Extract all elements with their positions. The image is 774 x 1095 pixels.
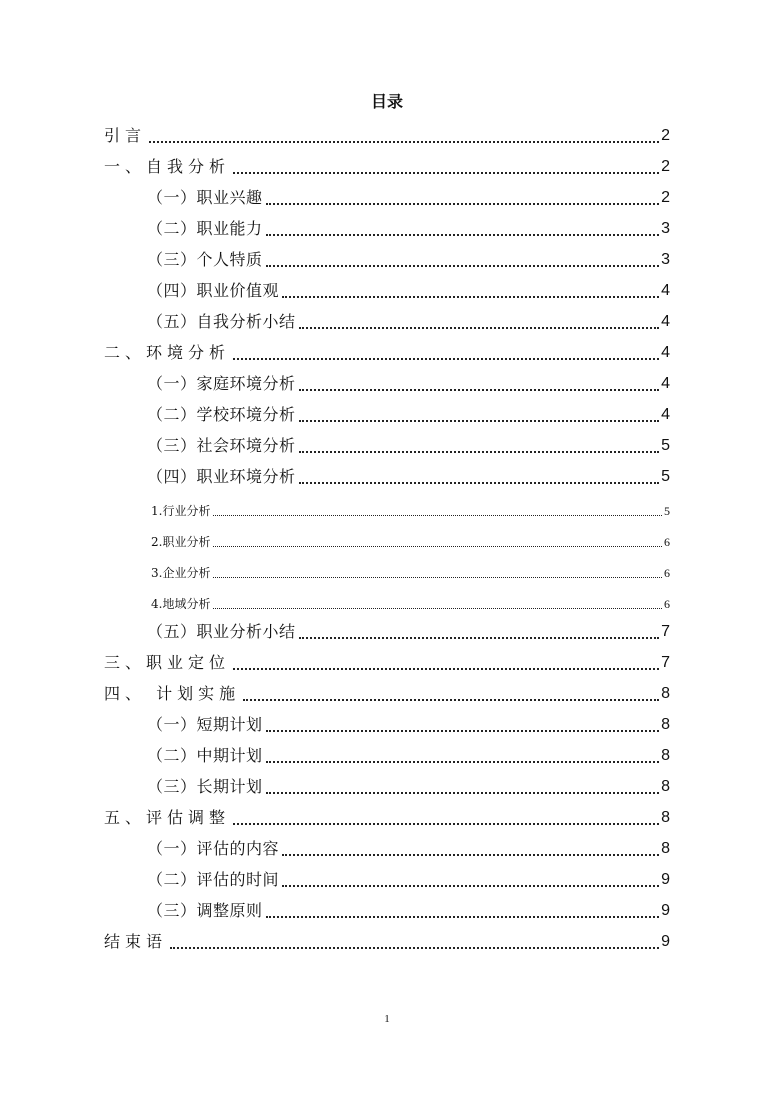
dot-leader [213, 577, 662, 578]
dot-leader [282, 885, 659, 887]
toc-entry[interactable] [104, 582, 670, 613]
toc-entry-page: 3 [661, 220, 670, 237]
toc-entry-label: 二、环境分析 [104, 343, 231, 362]
toc-entry[interactable] [104, 706, 670, 737]
toc-entry[interactable] [104, 334, 670, 365]
toc-entry-page: 4 [661, 313, 670, 330]
toc-entry[interactable] [104, 520, 670, 551]
toc-entry-page: 4 [661, 406, 670, 423]
toc-entry-label: 结束语 [104, 932, 168, 951]
dot-leader [299, 389, 660, 391]
toc-entry[interactable] [104, 644, 670, 675]
toc-entry-label: 五、评估调整 [104, 808, 231, 827]
dot-leader [299, 327, 660, 329]
toc-entry-label: 1.行业分析 [151, 504, 211, 518]
toc-entry[interactable] [104, 179, 670, 210]
toc-entry-label: （一）评估的内容 [147, 839, 280, 858]
toc-entry-page: 6 [664, 535, 670, 549]
dot-leader [213, 546, 662, 547]
toc-title: 目录 [370, 92, 403, 111]
toc-entry[interactable] [104, 923, 670, 954]
toc-entry-label: （二）评估的时间 [147, 870, 280, 889]
toc-entry[interactable] [104, 303, 670, 334]
toc-entry-page: 9 [661, 933, 670, 950]
toc-entry[interactable] [104, 458, 670, 489]
dot-leader [266, 792, 660, 794]
toc-entry-page: 5 [664, 504, 670, 518]
toc-entry-page: 2 [661, 127, 670, 144]
toc-entry-page: 4 [661, 375, 670, 392]
dot-leader [282, 854, 659, 856]
toc-entry[interactable] [104, 768, 670, 799]
toc-entry[interactable] [104, 799, 670, 830]
toc-entry[interactable] [104, 489, 670, 520]
toc-entry-label: 一、自我分析 [104, 157, 231, 176]
dot-leader [213, 515, 662, 516]
toc-entry-label: （二）中期计划 [147, 746, 263, 765]
dot-leader [266, 265, 660, 267]
toc-entry-page: 6 [664, 597, 670, 611]
toc-entry-label: 三、职业定位 [104, 653, 231, 672]
toc-entry-label: （四）职业环境分析 [147, 467, 296, 486]
toc-entry-page: 9 [661, 902, 670, 919]
toc-entry-page: 7 [661, 623, 670, 640]
dot-leader [149, 141, 659, 143]
toc-entry-page: 6 [664, 566, 670, 580]
toc-entry-page: 8 [661, 840, 670, 857]
toc-entry-page: 8 [661, 747, 670, 764]
toc-entry-page: 2 [661, 158, 670, 175]
dot-leader [299, 637, 660, 639]
toc-entry-label: （一）职业兴趣 [147, 188, 263, 207]
toc-entry[interactable] [104, 241, 670, 272]
table-of-contents [104, 117, 670, 954]
toc-entry-page: 5 [661, 468, 670, 485]
toc-entry-page: 8 [661, 778, 670, 795]
toc-entry-page: 8 [661, 716, 670, 733]
toc-entry[interactable] [104, 861, 670, 892]
toc-entry-label: 3.企业分析 [151, 566, 211, 580]
toc-entry-page: 7 [661, 654, 670, 671]
toc-entry-page: 5 [661, 437, 670, 454]
toc-entry-label: （三）社会环境分析 [147, 436, 296, 455]
dot-leader [299, 451, 660, 453]
toc-entry[interactable] [104, 830, 670, 861]
toc-entry-label: （三）调整原则 [147, 901, 263, 920]
toc-entry-label: 引言 [104, 126, 147, 145]
toc-entry-page: 3 [661, 251, 670, 268]
toc-entry[interactable] [104, 365, 670, 396]
toc-entry-page: 4 [661, 344, 670, 361]
dot-leader [266, 916, 660, 918]
dot-leader [243, 699, 659, 701]
toc-entry-page: 8 [661, 685, 670, 702]
toc-entry-label: 4.地域分析 [151, 597, 211, 611]
dot-leader [233, 172, 659, 174]
toc-entry-page: 2 [661, 189, 670, 206]
toc-entry[interactable] [104, 892, 670, 923]
toc-entry-label: 四、 计划实施 [104, 684, 241, 703]
dot-leader [299, 420, 660, 422]
dot-leader [266, 234, 660, 236]
toc-entry[interactable] [104, 613, 670, 644]
toc-entry[interactable] [104, 675, 670, 706]
toc-entry[interactable] [104, 210, 670, 241]
dot-leader [233, 358, 659, 360]
dot-leader [266, 203, 660, 205]
toc-entry-label: （三）长期计划 [147, 777, 263, 796]
toc-entry-label: （二）学校环境分析 [147, 405, 296, 424]
toc-entry-label: （一）家庭环境分析 [147, 374, 296, 393]
dot-leader [213, 608, 662, 609]
toc-entry[interactable] [104, 427, 670, 458]
dot-leader [266, 761, 660, 763]
toc-entry[interactable] [104, 551, 670, 582]
toc-entry-label: （三）个人特质 [147, 250, 263, 269]
toc-entry-label: （四）职业价值观 [147, 281, 280, 300]
toc-entry-page: 9 [661, 871, 670, 888]
page-number: 1 [384, 1013, 390, 1025]
dot-leader [299, 482, 660, 484]
dot-leader [282, 296, 659, 298]
toc-entry-label: （二）职业能力 [147, 219, 263, 238]
dot-leader [233, 823, 659, 825]
toc-entry-label: （一）短期计划 [147, 715, 263, 734]
toc-entry[interactable] [104, 396, 670, 427]
toc-entry-label: （五）职业分析小结 [147, 622, 296, 641]
dot-leader [170, 947, 659, 949]
toc-entry[interactable] [104, 148, 670, 179]
toc-entry-label: 2.职业分析 [151, 535, 211, 549]
dot-leader [266, 730, 660, 732]
toc-entry[interactable] [104, 117, 670, 148]
toc-entry-label: （五）自我分析小结 [147, 312, 296, 331]
toc-entry-page: 4 [661, 282, 670, 299]
toc-entry[interactable] [104, 737, 670, 768]
toc-entry-page: 8 [661, 809, 670, 826]
toc-entry[interactable] [104, 272, 670, 303]
dot-leader [233, 668, 659, 670]
